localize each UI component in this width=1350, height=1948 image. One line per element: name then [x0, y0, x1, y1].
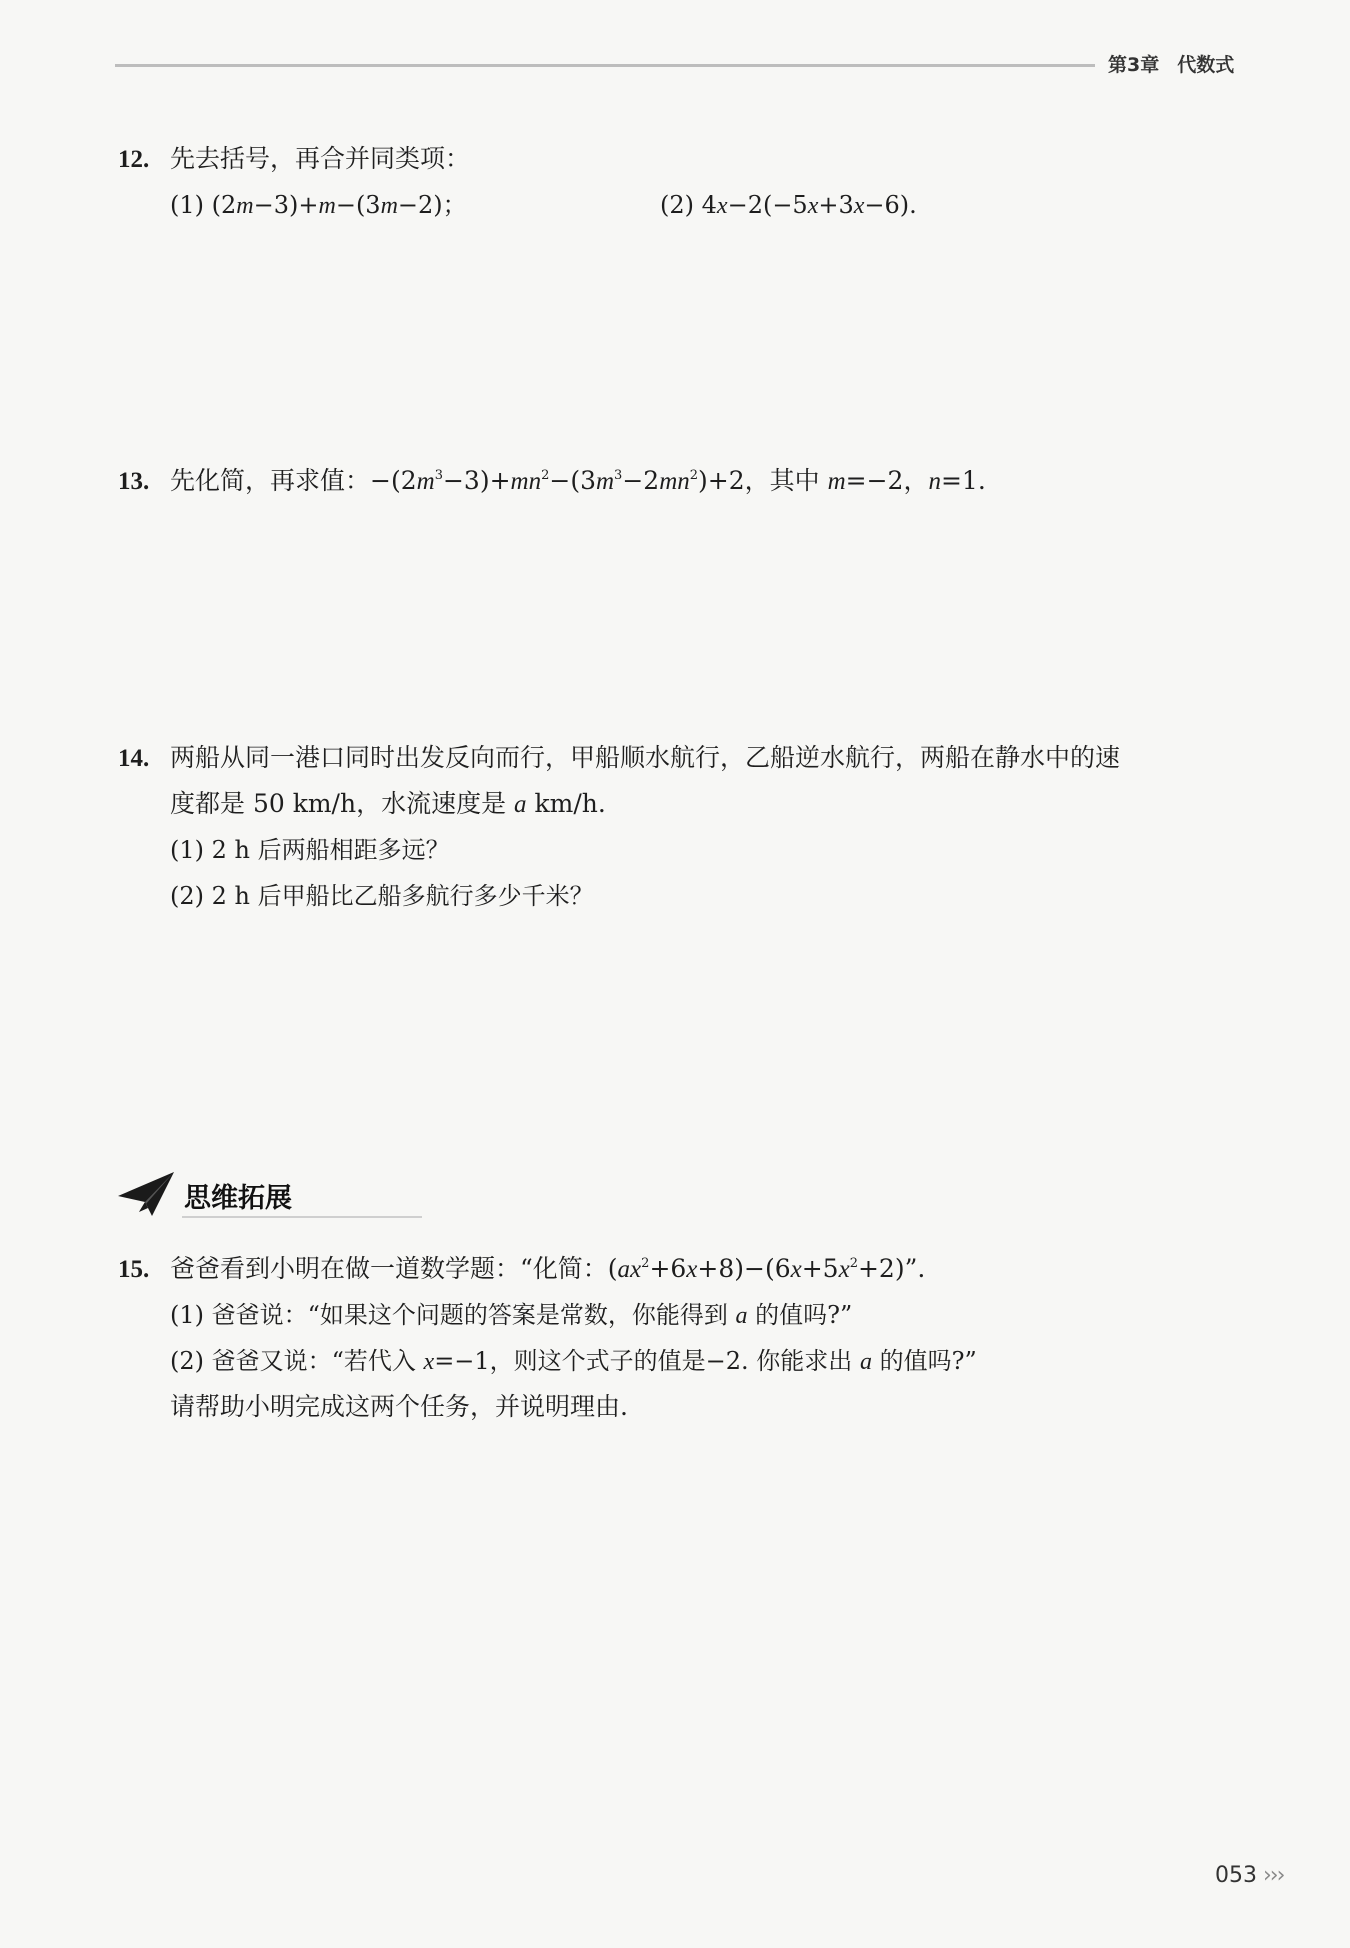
section-title: 思维拓展 — [184, 1183, 292, 1214]
section-underline — [182, 1216, 422, 1218]
chevrons-icon: ››› — [1263, 1863, 1284, 1888]
question-stem: 先去括号，再合并同类项： — [170, 144, 471, 173]
question-number: 14. — [118, 745, 150, 772]
q14-line-2: 度都是 50 km/h，水流速度是 a km/h. — [170, 789, 606, 818]
question-13: 13. 先化简，再求值：$-(2m^3-3)+mn^2-(3m^3-2mn^2)+2$，其中 m=−2，n=1. — [118, 458, 986, 505]
q15-instruction: 请帮助小明完成这两个任务，并说明理由. — [170, 1392, 628, 1421]
q14-part-2: (2) 2 h 后甲船比乙船多航行多少千米？ — [170, 882, 594, 910]
q12-part-2: (2) 4x−2(−5x+3x−6). — [660, 191, 917, 219]
question-14: 14. 两船从同一港口同时出发反向而行，甲船顺水航行，乙船逆水航行，两船在静水中的速 — [118, 735, 1120, 782]
q15-part-2: (2) 爸爸又说：“若代入 x=−1，则这个式子的值是−2. 你能求出 a 的值吗?” — [170, 1347, 977, 1375]
question-number: 12. — [118, 146, 150, 173]
page-number: 053 ››› — [1215, 1863, 1284, 1888]
q15-part-1: (1) 爸爸说：“如果这个问题的答案是常数，你能得到 a 的值吗?” — [170, 1301, 853, 1329]
q14-part-1: (1) 2 h 后两船相距多远？ — [170, 836, 450, 864]
question-number: 15. — [118, 1256, 150, 1283]
question-15: 15. 爸爸看到小明在做一道数学题：“化简：$(ax^2+6x+8)-(6x+5x^2+2)$”. — [118, 1246, 925, 1293]
question-number: 13. — [118, 468, 150, 495]
chapter-number: 第3章 — [1108, 54, 1160, 76]
header-rule — [115, 64, 1095, 67]
chapter-header — [1108, 50, 1234, 77]
chapter-title: 代数式 — [1177, 54, 1235, 76]
question-12 — [118, 136, 470, 183]
q12-part-1: (1) (2m−3)+m−(3m−2)； — [170, 191, 467, 219]
paper-plane-icon — [118, 1172, 174, 1216]
